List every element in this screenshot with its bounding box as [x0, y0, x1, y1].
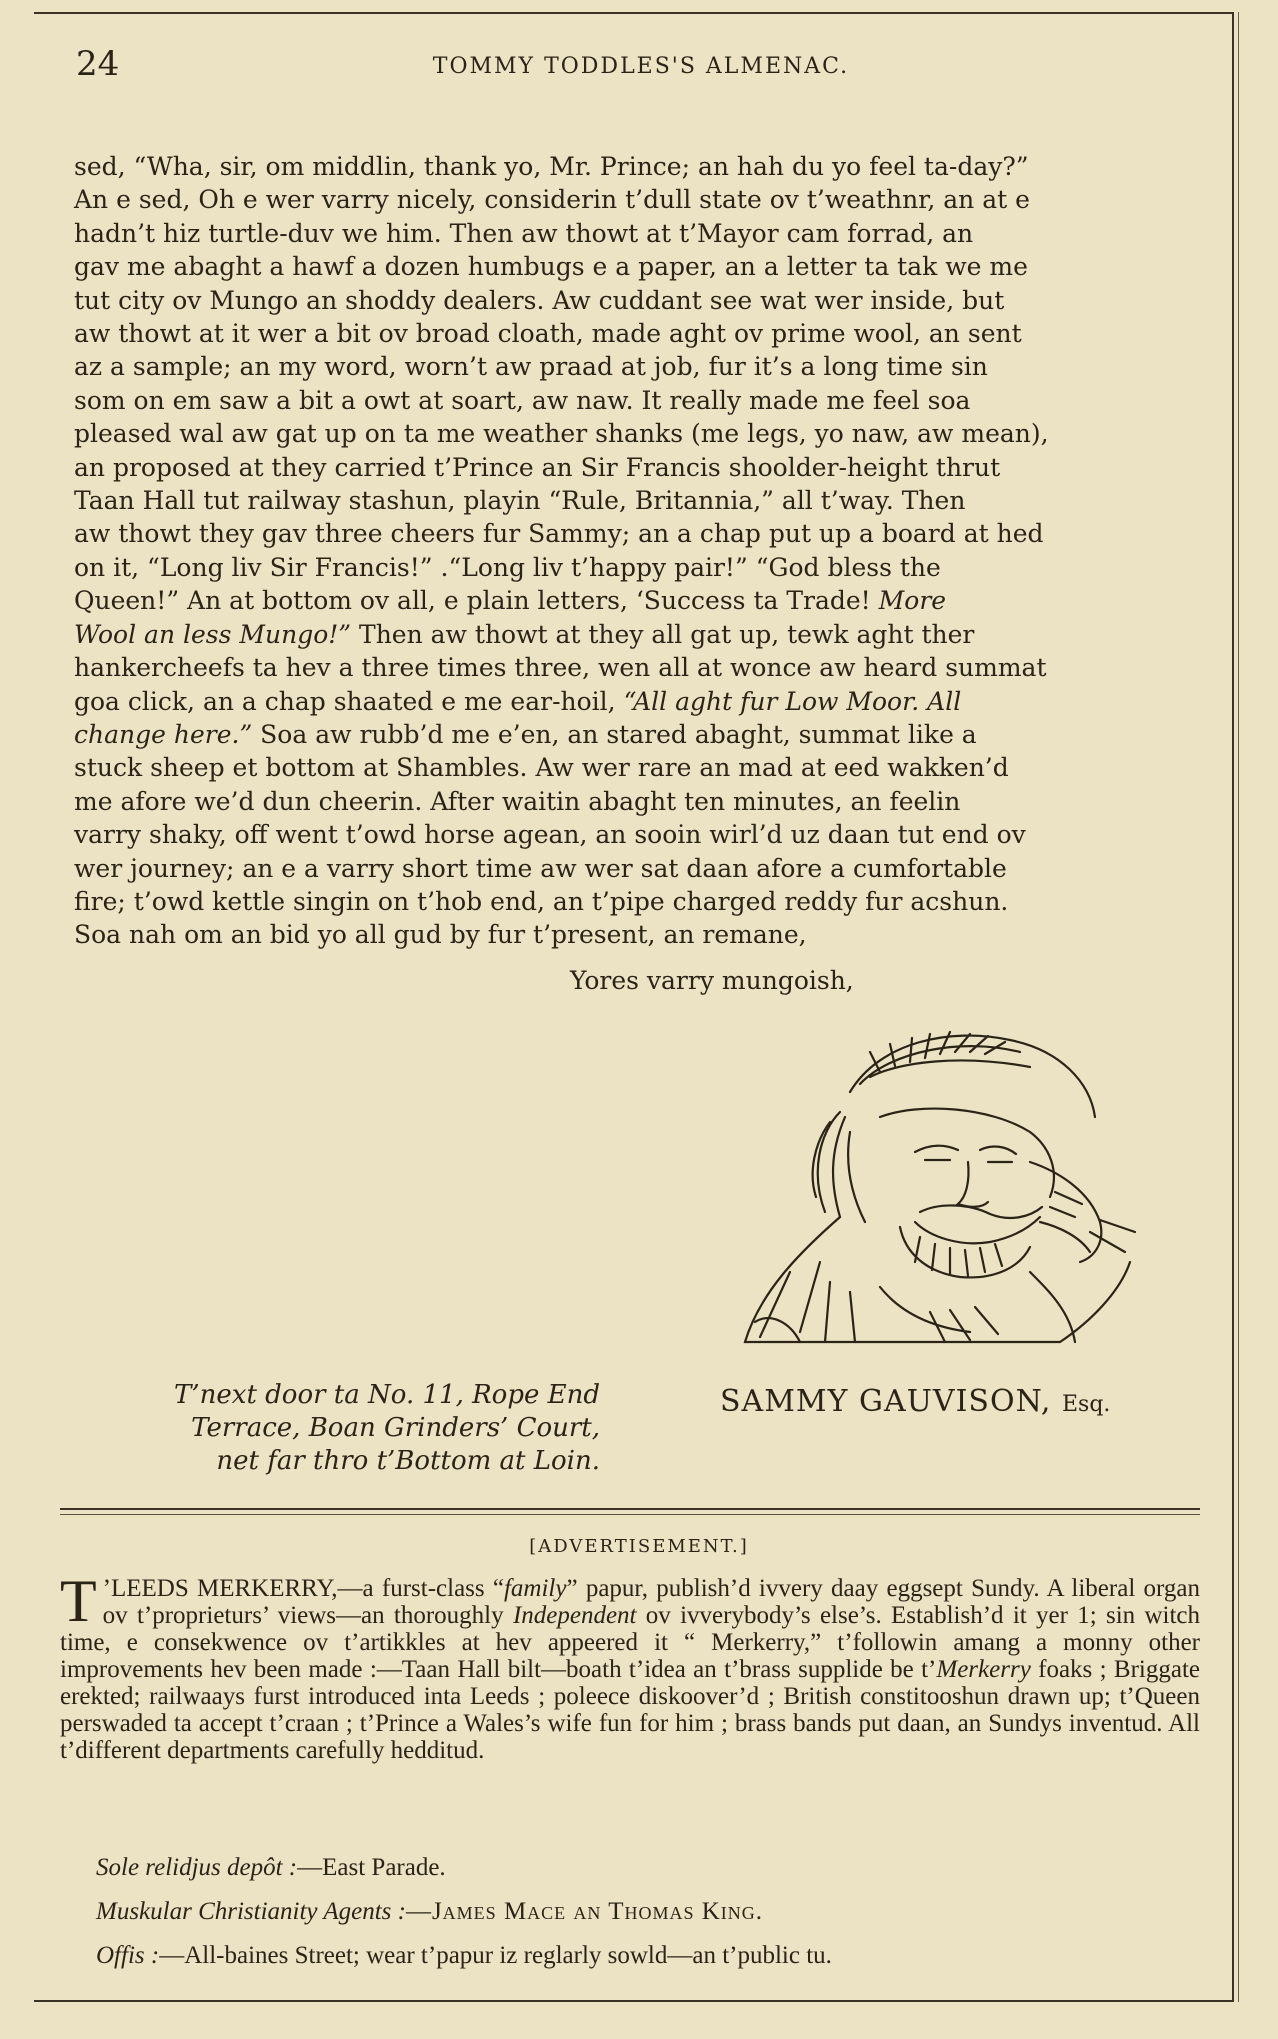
- italic-wool: Wool an less Mungo!”: [74, 619, 352, 649]
- letter-line-text: goa click, an a chap shaated e me ear-hoil,: [74, 686, 624, 716]
- letter-line-text: Queen!” An at bottom ov all, e plain letters, ‘Success ta Trade!: [74, 586, 871, 616]
- section-divider-thin: [60, 1514, 1200, 1515]
- letter-line: hadn’t hiz turtle-duv we him. Then aw thowt at t’Mayor cam forrad, an: [74, 218, 974, 248]
- section-divider: [60, 1508, 1200, 1510]
- depot-label: Sole relidjus depôt :: [96, 1854, 298, 1881]
- portrait-illustration: [730, 1022, 1170, 1352]
- signature: [720, 1384, 1110, 1419]
- ad-offis-line: [96, 1942, 832, 1970]
- ad-text: ” papur, publish’d ivvery daay eggsept Sundy. A liberal organ ov t’proprieturs’ views—an thoroughly: [102, 1575, 1200, 1629]
- top-rule: [34, 12, 1232, 14]
- running-title: TOMMY TODDLES'S ALMENAC.: [432, 54, 850, 79]
- letter-line: sed, “Wha, sir, om middlin, thank yo, Mr. Prince; an hah du yo feel ta-day?”: [74, 152, 1029, 181]
- address-line: T’next door ta No. 11, Rope End: [174, 1380, 600, 1410]
- agents-value: —James Mace an Thomas King.: [405, 1898, 764, 1925]
- letter-line: hankercheefs ta hev a three times three, wen all at wonce aw heard summat: [74, 653, 1047, 683]
- ad-text: ’LEEDS MERKERRY,—a furst-class “: [102, 1575, 504, 1602]
- letter-line-text: Then aw thowt at they all gat up, tewk aght ther: [351, 619, 975, 649]
- ad-italic-family: family: [503, 1575, 567, 1602]
- letter-line: on it, “Long liv Sir Francis!” .“Long liv t’happy pair!” “God bless the: [74, 552, 941, 582]
- agents-label: Muskular Christianity Agents :: [96, 1898, 406, 1925]
- right-border-rule: [1232, 12, 1234, 2002]
- letter-line: An e sed, Oh e wer varry nicely, considerin t’dull state ov t’weathnr, an at e: [74, 185, 1030, 215]
- letter-line: az a sample; an my word, worn’t aw praad at job, fur it’s a long time sin: [74, 352, 988, 382]
- page-number: 24: [76, 44, 120, 84]
- signature-suffix: Esq.: [1061, 1392, 1111, 1417]
- bottom-rule: [34, 2000, 1232, 2002]
- address-block: [100, 1379, 600, 1478]
- letter-line: fire; t’owd kettle singin on t’hob end, an t’pipe charged reddy fur acshun.: [74, 886, 1009, 916]
- letter-line: som on em saw a bit a owt at soart, aw naw. It really made me feel soa: [74, 385, 971, 415]
- page-header: [76, 44, 1206, 94]
- italic-more: More: [878, 586, 947, 616]
- signature-name: SAMMY GAUVISON,: [720, 1384, 1052, 1419]
- letter-line: tut city ov Mungo an shoddy dealers. Aw cuddant see wat wer inside, but: [74, 285, 1005, 315]
- letter-line: me afore we’d dun cheerin. After waitin abaght ten minutes, an feelin: [74, 786, 961, 816]
- letter-line: Soa nah om an bid yo all gud by fur t’present, an remane,: [74, 920, 807, 950]
- advertisement-body: [60, 1568, 1201, 1764]
- letter-line: stuck sheep et bottom at Shambles. Aw wer rare an mad at eed wakken’d: [74, 753, 1009, 783]
- letter-body: [74, 150, 1204, 952]
- letter-line: [74, 718, 1204, 751]
- letter-line: pleased wal aw gat up on ta me weather shanks (me legs, yo naw, aw mean),: [74, 419, 1049, 449]
- ad-text: ov ivverybody’s else’s. Establish’d it yer 1; sin witch time, e consekwence ov t’artikkles at hev appeered it “ Merkerry,” t’followin amang a monny other improvements hev been made :—Taan Hall bilt—boath t’idea an t’brass supplide be t’: [60, 1602, 1200, 1683]
- letter-line: varry shaky, off went t’owd horse agean, an sooin wirl’d uz daan tut end ov: [74, 820, 1026, 850]
- letter-line: an proposed at they carried t’Prince an Sir Francis shoolder-height thrut: [74, 452, 1001, 482]
- address-line: Terrace, Boan Grinders’ Court,: [191, 1413, 600, 1443]
- ad-text: foaks ; Briggate erekted; railwaays furst introduced inta Leeds ; poleece diskoover’d ; British constitooshun drawn up; t’Queen perswaded ta accept t’craan ; t’Prince a Wales’s wife fun for him ; brass bands put daan, an Sundys inventud. All t’different departments carefully hedditud.: [60, 1656, 1201, 1764]
- letter-line-text: Soa aw rubb’d me e’en, an stared abaght, summat like a: [252, 719, 977, 749]
- letter-line: [74, 584, 1204, 617]
- ad-italic-independent: Independent: [512, 1602, 637, 1629]
- letter-line: aw thowt at it wer a bit ov broad cloath, made aght ov prime wool, an sent: [74, 319, 1022, 349]
- address-line: net far thro t’Bottom at Loin.: [216, 1446, 600, 1476]
- letter-line: [74, 618, 1204, 651]
- letter-line: [74, 685, 1204, 718]
- depot-value: —East Parade.: [297, 1854, 446, 1881]
- italic-change-here: change here.”: [74, 719, 253, 749]
- letter-closing: Yores varry mungoish,: [570, 966, 854, 995]
- ad-depot-line: [96, 1854, 446, 1882]
- italic-low-moor: “All aght fur Low Moor. All: [623, 686, 962, 716]
- drop-cap: T: [60, 1568, 97, 1634]
- letter-line: wer journey; an e a varry short time aw wer sat daan afore a cumfortable: [74, 853, 1007, 883]
- letter-line: Taan Hall tut railway stashun, playin “Rule, Britannia,” all t’way. Then: [74, 486, 966, 516]
- right-border-rule-thin: [1238, 12, 1239, 2002]
- ad-italic-merkerry: Merkerry: [936, 1656, 1031, 1683]
- offis-label: Offis :: [96, 1942, 160, 1969]
- advertisement-label: [ADVERTISEMENT.]: [529, 1536, 749, 1557]
- ad-agents-line: [96, 1898, 763, 1926]
- letter-line: gav me abaght a hawf a dozen humbugs e a paper, an a letter ta tak we me: [74, 252, 1028, 282]
- letter-line: aw thowt they gav three cheers fur Sammy; an a chap put up a board at hed: [74, 519, 1044, 549]
- offis-value: —All-baines Street; wear t’papur iz reglarly sowld—an t’public tu.: [159, 1942, 832, 1969]
